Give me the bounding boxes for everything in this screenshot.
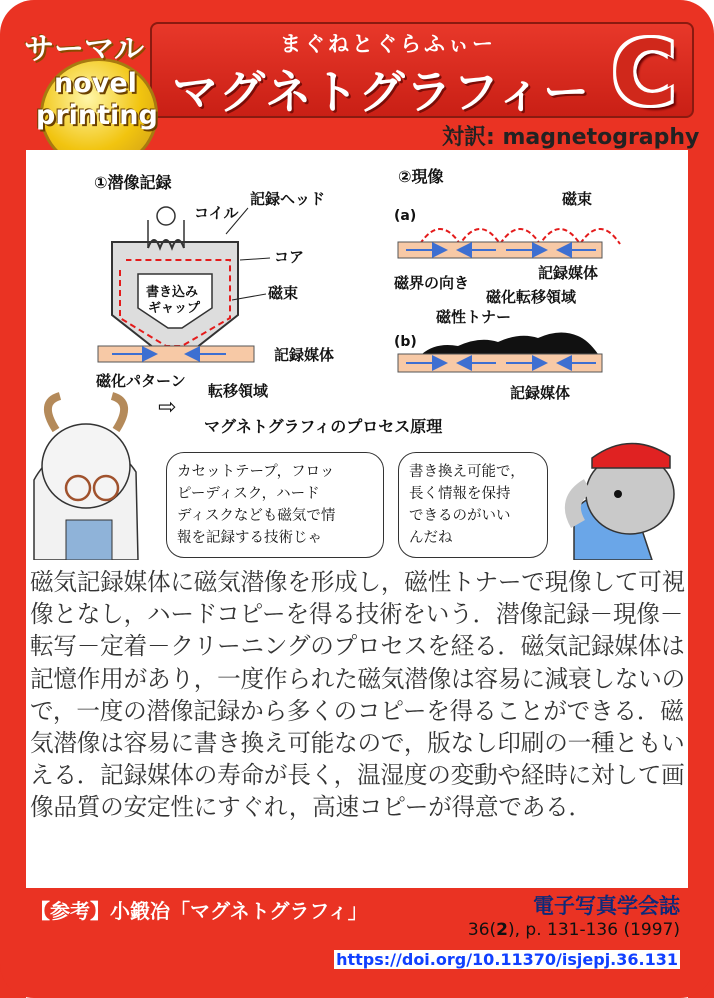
bubble-right-line4: んだね bbox=[409, 530, 453, 546]
speech-bubble-right bbox=[398, 452, 548, 558]
badge-line3: printing bbox=[36, 100, 158, 131]
medium-label: 記録媒体 bbox=[274, 346, 335, 364]
journal-name: 電子写真学会誌 bbox=[533, 894, 680, 918]
translation-label: 対訳: bbox=[442, 125, 503, 150]
signal-source-icon bbox=[157, 207, 175, 225]
translation bbox=[442, 120, 699, 151]
flux2-label: 磁束 bbox=[562, 190, 593, 208]
core-leader bbox=[240, 258, 270, 260]
flux-label: 磁束 bbox=[268, 284, 299, 302]
transition-label: 転移領域 bbox=[208, 382, 269, 400]
goat-character bbox=[34, 396, 138, 560]
label-a: (a) bbox=[394, 208, 417, 224]
bubble-left-line2: ピーディスク，ハード bbox=[177, 486, 320, 502]
elephant-character bbox=[573, 443, 674, 560]
bubble-left-line4: 報を記録する技術じゃ bbox=[177, 530, 322, 546]
citation-volume: 36( bbox=[467, 920, 497, 940]
bubble-left-line3: ディスクなども磁気で情 bbox=[177, 508, 336, 524]
category-badge bbox=[22, 24, 172, 144]
mag-transition-label: 磁化転移領域 bbox=[486, 288, 577, 306]
bubble-right-line1: 書き換え可能で， bbox=[409, 464, 525, 480]
reference-note: 【参考】小鍛冶「マグネトグラフィ」 bbox=[30, 899, 368, 923]
bubble-left-line1: カセットテープ，フロッ bbox=[177, 464, 335, 480]
doi-link[interactable]: https://doi.org/10.11370/isjepj.36.131 bbox=[336, 950, 678, 969]
toner-label: 磁性トナー bbox=[436, 308, 512, 326]
gap-label-1: 書き込み bbox=[146, 285, 199, 300]
diagram-caption: マグネトグラフィのプロセス原理 bbox=[204, 417, 443, 436]
frame-right bbox=[688, 100, 714, 998]
section1-label: ①潜像記録 bbox=[94, 173, 172, 192]
pattern-label: 磁化パターン bbox=[96, 372, 186, 390]
citation-issue: 2 bbox=[496, 920, 508, 940]
citation bbox=[468, 920, 680, 940]
core-label: コア bbox=[274, 248, 305, 266]
translation-term: magnetography bbox=[502, 125, 700, 150]
card-title: マグネトグラフィー bbox=[172, 65, 590, 119]
head-label: 記録ヘッド bbox=[250, 190, 326, 208]
rank-letter: C bbox=[611, 22, 677, 125]
medium3-label: 記録媒体 bbox=[510, 384, 571, 402]
speech-bubble-left bbox=[166, 452, 384, 558]
citation-pages: ), p. 131-136 (1997) bbox=[507, 920, 680, 940]
description-text: 磁気記録媒体に磁気潜像を形成し，磁性トナーで現像して可視像となし，ハードコピーを得る技術をいう．潜像記録－現像－転写－定着－クリーニングのプロセスを経る．磁気記録媒体は記憶作用があり，一度作られた磁気潜像は容易に減衰しないので，一度の潜像記録から多くのコピーを得ることができる．磁気潜像は容易に書き換え可能なので，版なし印刷の一種ともいえる．記録媒体の寿命が長く，温湿度の変動や経時に対して画像品質の安定性にすぐれ，高速コピーが得意である． bbox=[30, 568, 686, 822]
toner-layer bbox=[422, 332, 598, 356]
section2-label: ②現像 bbox=[398, 167, 444, 186]
bubble-right-line2: 長く情報を保持 bbox=[409, 486, 511, 502]
frame-left bbox=[0, 100, 26, 998]
medium2-label: 記録媒体 bbox=[538, 264, 599, 282]
bubble-right-line3: できるのがいい bbox=[409, 508, 511, 524]
field-dir-label: 磁界の向き bbox=[394, 274, 470, 292]
coil-label: コイル bbox=[194, 204, 239, 222]
flow-arrow: ⇨ bbox=[158, 395, 177, 420]
label-b: (b) bbox=[394, 334, 417, 350]
title-reading: まぐねとぐらふぃー bbox=[280, 32, 496, 56]
badge-line2: novel bbox=[54, 68, 137, 99]
gap-label-2: ギャップ bbox=[148, 301, 201, 316]
badge-line1: サーマル bbox=[24, 32, 144, 67]
